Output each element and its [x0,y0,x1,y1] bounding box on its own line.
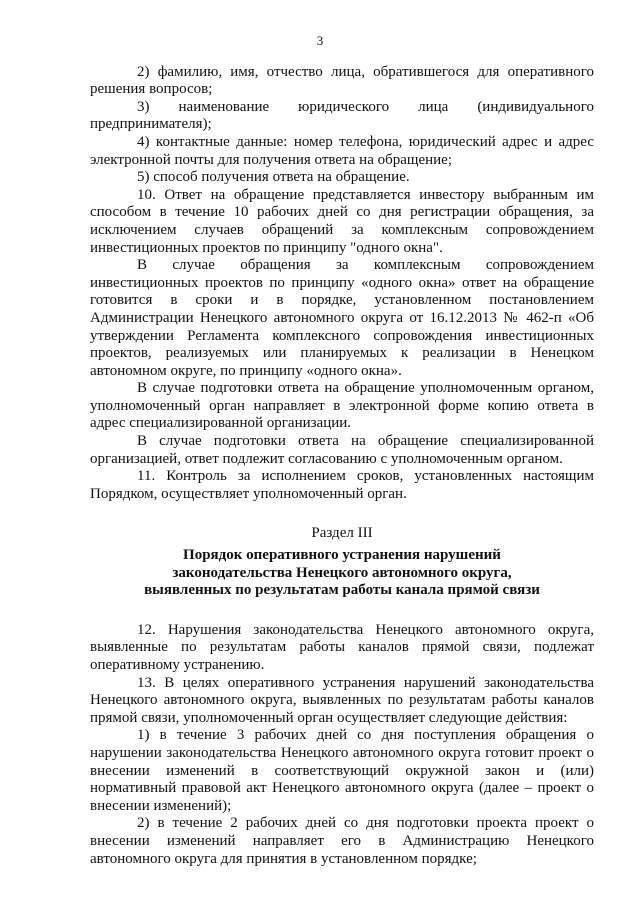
section-title-line-2: законодательства Ненецкого автономного округа, [172,564,512,581]
section-label: Раздел III [311,525,373,542]
paragraph-13-item-1: 1) в течение 3 рабочих дней со дня поступления обращения о нарушении законодательства Ненецкого автономного округа готовит проект о внесении изменений в соответствующий окружной закон и (или) нормативный правовой акт Ненецкого автономного округа (далее – проект о внесении изменений); [90,727,594,814]
page-number: 3 [316,33,324,48]
paragraph-item-2: 2) фамилию, имя, отчество лица, обратившегося для оперативного решения вопросов; [90,63,594,98]
paragraph-authorized-body: В случае подготовки ответа на обращение уполномоченным органом, уполномоченный орган направляет в электронной форме копию ответа в адрес специализированной организации. [90,380,594,432]
paragraph-item-3: 3) наименование юридического лица (индивидуального предпринимателя); [90,98,594,133]
paragraph-13: 13. В целях оперативного устранения нарушений законодательства Ненецкого автономного округа, выявленных по результатам работы каналов прямой связи, уполномоченный орган осуществляет следующие действия: [90,674,594,726]
paragraph-11: 11. Контроль за исполнением сроков, установленных настоящим Порядком, осуществляет уполномоченный орган. [90,468,594,502]
paragraph-13-item-2: 2) в течение 2 рабочих дней со дня подготовки проекта проект о внесении изменений направляет его в Администрацию Ненецкого автономного округа для принятия в установленном порядке; [90,815,594,867]
paragraph-12: 12. Нарушения законодательства Ненецкого автономного округа, выявленные по результатам работы каналов прямой связи, подлежат оперативному устранению. [90,621,594,673]
section-title-line-1: Порядок оперативного устранения нарушений [183,547,501,564]
section-heading [90,525,594,599]
paragraph-10: 10. Ответ на обращение представляется инвестору выбранным им способом в течение 10 рабочих дней со дня регистрации обращения, за исключением случаев обращений за комплексным сопровождением инвестиционных проектов по принципу "одного окна". [90,186,594,256]
paragraph-one-window: В случае обращения за комплексным сопровождением инвестиционных проектов по принципу «одного окна» ответ на обращение готовится в сроки и в порядке, установленном постановлением Администрации Ненецкого автономного округа от 16.12.2013 № 462-п «Об утверждении Регламента комплексного сопровождения инвестиционных проектов, реализуемых или планируемых к реализации в Ненецком автономном округе, по принципу «одного окна». [90,257,594,379]
paragraph-specialized-org: В случае подготовки ответа на обращение специализированной организацией, ответ подлежит согласованию с уполномоченным органом. [90,433,594,467]
paragraph-item-5: 5) способ получения ответа на обращение. [137,169,410,186]
section-title-line-3: выявленных по результатам работы канала прямой связи [144,582,540,599]
paragraph-item-4: 4) контактные данные: номер телефона, юридический адрес и адрес электронной почты для получения ответа на обращение; [90,133,594,168]
